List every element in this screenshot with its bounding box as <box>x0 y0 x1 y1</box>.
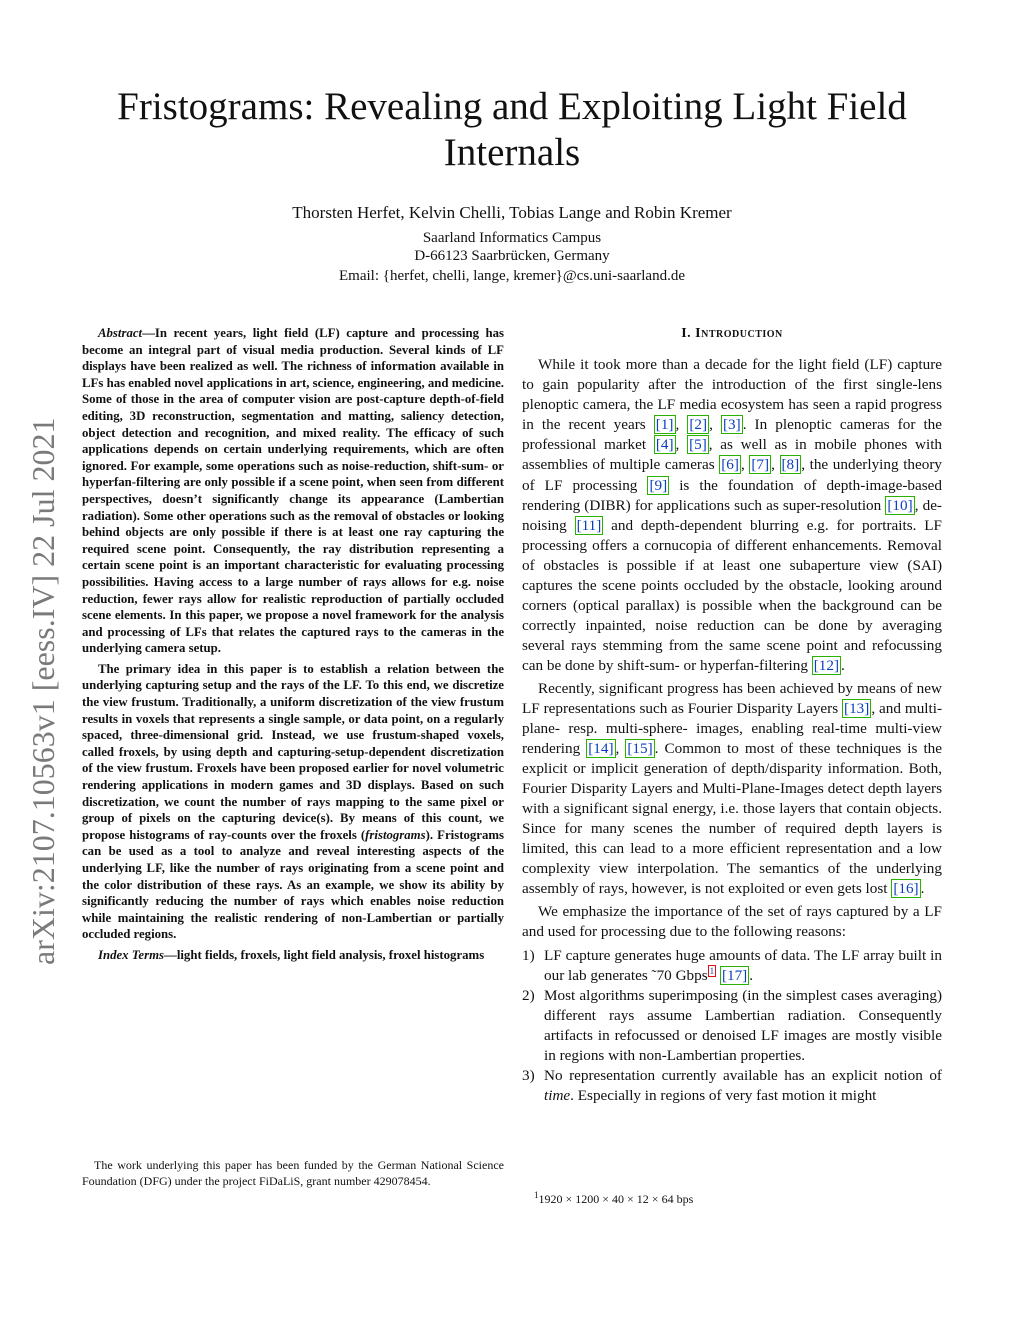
reason-3-text: No representation currently available has an explicit notion of <box>544 1067 942 1085</box>
reason-2-text: Most algorithms superimposing (in the simplest cases averaging) different rays assume Lambertian radiation. Consequently artifacts in refocussed or denoised LF images are mostly visible in regions with non-Lambertian properties. <box>544 986 942 1065</box>
footnote-link[interactable]: 1 <box>709 965 715 976</box>
affiliation-address: D-66123 Saarbrücken, Germany <box>414 248 610 264</box>
fristograms-term: fristograms <box>365 827 426 842</box>
abstract-text-1: In recent years, light field (LF) capture and processing has become an integral part of visual media production. Several kinds of LF displays have been realized as well. The richness of information available in LFs has enabled novel applications in art, science, engineering, and medicine. Some of those in the area of computer vision are post-capture depth-of-field editing, 3D reconstruction, segmentation and matting, saliency detection, object detection and recognition, and mixed reality. The efficacy of such applications depends on certain underlying requirements, which are often ignored. For example, some operations such as noise-reduction, shift-sum- or hyperfan-filtering are only possible if a scene point, when seen from different perspectives, doesn’t significantly change its appearance (Lambertian radiation). Some other operations such as the removal of obstacles or looking behind objects are only possible if there is at least one ray capturing the required scene point. Consequently, the ray distribution representing a certain scene point is an important characteristic for evaluating processing possibilities. Having access to a large number of rays allows for e.g. noise reduction, fewer rays allow for realistic reproduction of partially occluded scene elements. In this paper, we propose a novel framework for the analysis and processing of LFs that relates the captured rays to the cameras in the underlying camera setup. <box>82 326 504 656</box>
footnote-1-text: 1920 × 1200 × 40 × 12 × 64 bps <box>538 1192 694 1206</box>
index-terms <box>82 947 504 964</box>
paper-title: Fristograms: Revealing and Exploiting Light Field Internals <box>117 85 907 174</box>
intro-paragraph-1-text: and depth-dependent blurring e.g. for portraits. LF processing offers a cornucopia of different enhancements. Removal of obstacles is possible if at least one subaperture view (SAI) captures the scene points occluded by the obstacle, looking around corners (optical parallax) is possible when the background can be correctly inpainted, noise reduction can be done by averaging several rays stemming from the same scene point and refocussing can be done by shift-sum- or hyperfan-filtering <box>522 516 942 675</box>
abstract-text-2a: The primary idea in this paper is to establish a relation between the underlying capturing setup and the rays of the LF. To this end, we discretize the view frustum. Traditionally, a uniform discretization of the view frustum results in voxels that represents a single sample, or data point, on a regularly spaced, three-dimensional grid. Instead, we use frustum-shaped voxels, called froxels, by using depth and capturing-setup-dependent discretization of the view frustum. Froxels have been proposed earlier for novel volumetric rendering applications in modern games and 3D displays. Based on such discretization, we count the number of rays mapping to the same pixel or group of pixels on the capturing device(s). By means of this count, we propose histograms of ray-counts over the froxels ( <box>82 661 504 842</box>
citation-link[interactable]: [5] <box>689 436 707 454</box>
author-list: Thorsten Herfet, Kelvin Chelli, Tobias Lange and Robin Kremer <box>292 203 732 222</box>
citation-link[interactable]: [7] <box>751 456 770 474</box>
arxiv-identifier: arXiv:2107.10563v1 [eess.IV] 22 Jul 2021 <box>25 417 61 965</box>
abstract-text-2b: ). Fristograms can be used as a tool to analyze and reveal interesting aspects of the underlying LF, like the number of rays originating from a scene point and the color distribution of these rays. As an example, we show its ability by significantly reducing the number of rays which enables noise reduction while maintaining the realistic rendering of non-Lambertian or partially occluded regions. <box>82 827 504 942</box>
reason-number: 3) <box>522 1067 535 1085</box>
citation-link[interactable]: [8] <box>781 456 800 474</box>
citation-link[interactable]: [13] <box>844 699 870 717</box>
abstract-dash: — <box>142 326 155 340</box>
abstract-paragraph-1 <box>82 325 504 657</box>
intro-paragraph-1-text: . In plenoptic cameras for the professional market <box>522 416 943 454</box>
reasons-list <box>522 946 942 1107</box>
intro-paragraph-2-text: , and multi-plane- resp. multi-sphere- images, enabling real-time multi-view rendering <box>522 699 942 757</box>
intro-paragraph-1-text: , de-noising <box>522 496 942 534</box>
abstract <box>82 325 504 964</box>
right-column <box>522 325 942 1106</box>
index-terms-label: Index Terms <box>98 947 165 962</box>
citation-link[interactable]: [1] <box>655 416 674 434</box>
intro-paragraph-1-text: , <box>709 416 721 434</box>
citation-link[interactable]: [12] <box>813 657 840 675</box>
citation-link[interactable]: [2] <box>689 416 708 434</box>
intro-paragraph-3: We emphasize the importance of the set of rays captured by a LF and used for processing due to the following reasons: <box>522 902 942 940</box>
citation-link[interactable]: [11] <box>576 516 602 534</box>
reason-3-text: . Especially in regions of very fast motion it might <box>570 1087 877 1105</box>
citation-link[interactable]: [9] <box>649 476 668 494</box>
citation-link[interactable]: [17] <box>721 966 748 984</box>
abstract-paragraph-2 <box>82 661 504 943</box>
funding-footnote: The work underlying this paper has been funded by the German National Science Foundation (DFG) under the project FiDaLiS, grant number 429078454. <box>82 1158 504 1188</box>
intro-paragraph-2-text: . <box>920 880 925 898</box>
intro-paragraph-2-text: Recently, significant progress has been achieved by means of new LF representations such as Fourier Disparity Layers <box>522 679 942 717</box>
intro-paragraph-1-text: , as well as in mobile phones with assemblies of multiple cameras <box>522 436 943 474</box>
reason-number: 1) <box>522 946 535 964</box>
citation-link[interactable]: [16] <box>893 880 919 898</box>
index-terms-dash: — <box>164 947 177 962</box>
citation-link[interactable]: [10] <box>887 496 913 514</box>
citation-link[interactable]: [4] <box>655 436 674 454</box>
reason-3-emphasis: time <box>544 1087 571 1105</box>
intro-paragraph-1-text: . <box>841 657 845 675</box>
intro-paragraph-1-text: , <box>740 456 750 474</box>
footnote-1-mark: 1 <box>534 1190 539 1200</box>
citation-link[interactable]: [14] <box>588 739 614 757</box>
intro-paragraph-1-text: While it took more than a decade for the light field (LF) capture to gain popularity after the introduction of the first single-lens plenoptic camera, the LF media ecosystem has seen a rapid progress in the recent years <box>522 356 942 434</box>
intro-paragraph-2 <box>522 679 942 900</box>
intro-paragraph-1 <box>522 355 942 677</box>
intro-paragraph-1-text: , the underlying theory of LF processing <box>522 456 942 494</box>
intro-paragraph-1-text: , <box>771 456 780 474</box>
intro-paragraph-1-text: is the foundation of depth-image-based rendering (DIBR) for applications such as super-resolution <box>522 476 942 514</box>
reason-1-text: LF capture generates huge amounts of data. The LF array built in our lab generates ˜70 Gbps <box>544 946 942 984</box>
footnote-1 <box>534 1187 693 1207</box>
reason-item <box>522 946 942 986</box>
intro-paragraph-1-text: , <box>675 416 688 434</box>
intro-paragraph-1-text: , <box>675 436 688 454</box>
citation-link[interactable]: [15] <box>627 739 653 757</box>
index-terms-text: light fields, froxels, light field analysis, froxel histograms <box>176 947 485 962</box>
affiliation-email: Email: {herfet, chelli, lange, kremer}@cs.uni-saarland.de <box>339 268 685 284</box>
intro-paragraph-2-text: . Common to most of these techniques is the explicit or implicit generation of depth/disparity information. Both, Fourier Disparity Layers and Multi-Plane-Images detect depth layers with a significant signal energy, i.e. those layers that contain objects. Since for many scenes the number of required depth layers is limited, this can lead to a more efficient representation and a low complexity view interpolation. The semantics of the underlying assembly of rays, however, is not exploited or even gets lost <box>522 739 942 898</box>
citation-link[interactable]: [3] <box>722 416 741 434</box>
left-column <box>82 325 504 964</box>
abstract-label: Abstract <box>98 326 143 340</box>
intro-paragraph-2-text: , <box>615 739 626 757</box>
affiliation-institution: Saarland Informatics Campus <box>422 230 602 246</box>
reason-item <box>522 986 942 1066</box>
citation-link[interactable]: [6] <box>721 456 739 474</box>
introduction-body <box>522 355 942 1106</box>
reason-item <box>522 1066 942 1106</box>
reason-number: 2) <box>522 986 535 1004</box>
reason-1-text: . <box>749 966 754 984</box>
introduction-heading: I. Introduction <box>681 326 783 341</box>
